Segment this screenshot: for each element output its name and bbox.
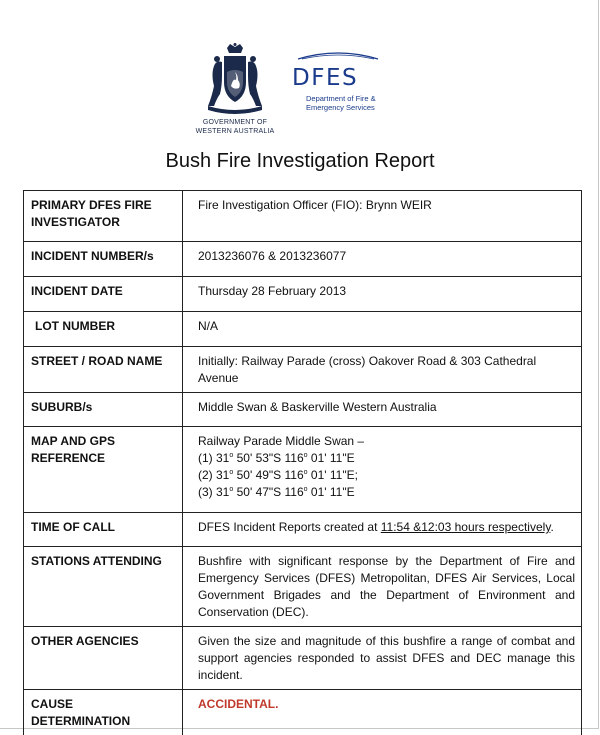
stations-label: STATIONS ATTENDING (24, 547, 183, 627)
table-row (24, 393, 582, 427)
row-label (24, 191, 183, 242)
time-of-call-label: TIME OF CALL (24, 513, 183, 547)
dfes-title: DFES (292, 66, 392, 90)
other-agencies-value: Given the size and magnitude of this bushfire a range of combat and support agencies responded to assist DFES and DEC manage this incident. (183, 627, 582, 690)
accidental-text: ACCIDENTAL. (198, 697, 278, 711)
map-gps-label-1: MAP AND GPS (31, 433, 174, 450)
coord-text: (1) 31 (198, 451, 229, 465)
dfes-arc-icon (296, 50, 380, 60)
coord-text: 50' 53"S 116 (233, 451, 303, 465)
suburb-value: Middle Swan & Baskerville Western Australia (183, 393, 582, 427)
table-row (24, 191, 582, 242)
gov-line-2: WESTERN AUSTRALIA (190, 128, 280, 136)
degree-mark: o (304, 452, 308, 459)
table-row (24, 312, 582, 347)
coord-text: (3) 31 (198, 485, 229, 499)
time-underlined: 11:54 &12:03 hours respectively (381, 520, 551, 534)
map-gps-value (183, 427, 582, 513)
report-table (23, 190, 582, 735)
wa-government-crest (190, 42, 280, 142)
table-row (24, 427, 582, 513)
degree-mark: o (229, 452, 233, 459)
dfes-sub-1: Department of Fire & (306, 94, 392, 103)
map-gps-label-2: REFERENCE (31, 450, 174, 467)
street-label: STREET / ROAD NAME (24, 347, 183, 393)
investigator-label-2: INVESTIGATOR (31, 214, 174, 231)
table-row (24, 242, 582, 277)
cause-value (183, 690, 582, 735)
street-value: Initially: Railway Parade (cross) Oakover Road & 303 Cathedral Avenue (183, 347, 582, 393)
degree-mark: o (304, 486, 308, 493)
gps-coordinate (198, 484, 575, 501)
gps-coordinate (198, 467, 575, 484)
degree-mark: o (229, 486, 233, 493)
coord-text: (2) 31 (198, 468, 229, 482)
cause-label: CAUSE DETERMINATION (24, 690, 183, 735)
map-gps-line-1: Railway Parade Middle Swan – (198, 433, 575, 450)
dfes-logo (292, 50, 392, 112)
table-row (24, 690, 582, 735)
dfes-sub-2: Emergency Services (306, 103, 392, 112)
coord-text: 01' 11"E; (308, 468, 358, 482)
incident-number-label: INCIDENT NUMBER/s (24, 242, 183, 277)
incident-number-value: 2013236076 & 2013236077 (183, 242, 582, 277)
time-of-call-value (183, 513, 582, 547)
incident-date-value: Thursday 28 February 2013 (183, 277, 582, 312)
time-text: DFES Incident Reports created at (198, 520, 381, 534)
degree-mark: o (304, 469, 308, 476)
coord-text: 01' 11"E (308, 485, 355, 499)
coord-text: 50' 49"S 116 (233, 468, 303, 482)
lot-number-label: LOT NUMBER (31, 319, 115, 333)
gps-coordinate (198, 450, 575, 467)
coord-text: 01' 11"E (308, 451, 355, 465)
row-label (24, 427, 183, 513)
other-agencies-label: OTHER AGENCIES (24, 627, 183, 690)
table-row (24, 347, 582, 393)
table-row (24, 627, 582, 690)
incident-date-label: INCIDENT DATE (24, 277, 183, 312)
table-row (24, 277, 582, 312)
table-row (24, 513, 582, 547)
degree-mark: o (229, 469, 233, 476)
time-text: . (550, 520, 553, 534)
table-row (24, 547, 582, 627)
coat-of-arms-icon (200, 42, 270, 118)
coord-text: 50' 47"S 116 (233, 485, 303, 499)
lot-number-value: N/A (183, 312, 582, 347)
gov-line-1: GOVERNMENT OF (190, 119, 280, 127)
report-title: Bush Fire Investigation Report (0, 150, 600, 173)
suburb-label: SUBURB/s (24, 393, 183, 427)
investigator-label-1: PRIMARY DFES FIRE (31, 197, 174, 214)
row-label (24, 312, 183, 347)
stations-value: Bushfire with significant response by the Department of Fire and Emergency Services (DFES) Metropolitan, DFES Air Services, Local Government Brigades and the Department of Environment and Conservation (DEC). (183, 547, 582, 627)
investigator-value: Fire Investigation Officer (FIO): Brynn WEIR (183, 191, 582, 242)
